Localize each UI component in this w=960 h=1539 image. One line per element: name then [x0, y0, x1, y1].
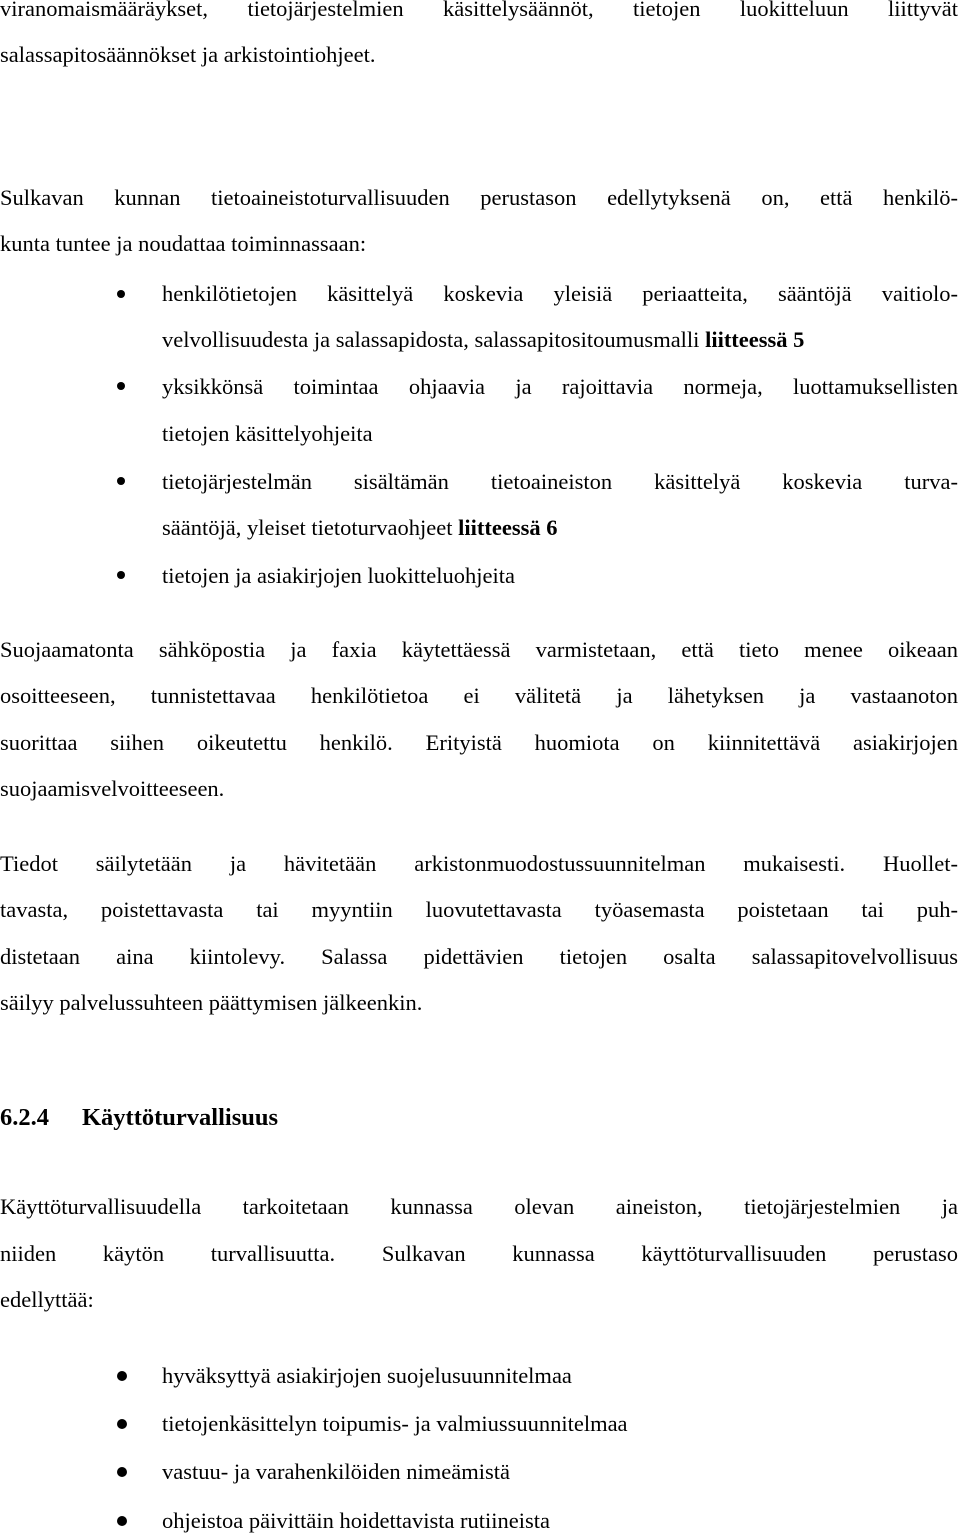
list1-item1-line-2 — [162, 327, 958, 353]
list1-item3-line-2 — [162, 515, 958, 541]
para1-line-1: Sulkavan kunnan tietoaineistoturvallisuuden perustason edellytyksenä on, että henkilö- — [0, 185, 958, 210]
intro-line-2: salassapitosäännökset ja arkistointiohjeet. — [0, 42, 376, 67]
list2-item-4: ohjeistoa päivittäin hoidettavista rutiineista — [162, 1508, 551, 1533]
intro-line-1: viranomaismääräykset, tietojärjestelmien käsittelysäännöt, tietojen luokitteluun liittyvät — [0, 0, 958, 21]
para3-line-3: distetaan aina kiintolevy. Salassa pidettävien tietojen osalta salassapitovelvollisuus — [0, 944, 958, 969]
para2-line-3: suorittaa siihen oikeutettu henkilö. Erityistä huomiota on kiinnitettävä asiakirjojen — [0, 730, 958, 755]
list2-item-3: vastuu- ja varahenkilöiden nimeämistä — [162, 1459, 511, 1484]
bullet-icon — [117, 290, 125, 298]
bullet-icon — [117, 1419, 127, 1429]
list1-item1-text: velvollisuudesta ja salassapidosta, salassapitositoumusmalli — [162, 327, 706, 352]
para4-line-2: niiden käytön turvallisuutta. Sulkavan kunnassa käyttöturvallisuuden perustaso — [0, 1241, 958, 1266]
list1-item2-line-1: yksikkönsä toimintaa ohjaavia ja rajoittavia normeja, luottamuksellisten — [162, 374, 958, 399]
list2-item-1: hyväksyttyä asiakirjojen suojelusuunnitelmaa — [162, 1363, 572, 1388]
attachment-reference-5: liitteessä 5 — [705, 327, 805, 352]
list1-item2-line-2: tietojen käsittelyohjeita — [162, 421, 373, 446]
list1-item1-line-1: henkilötietojen käsittelyä koskevia yleisiä periaatteita, sääntöjä vaitiolo- — [162, 281, 958, 306]
para3-line-4: säilyy palvelussuhteen päättymisen jälkeenkin. — [0, 990, 423, 1015]
bullet-icon — [117, 382, 125, 390]
para1-line-2: kunta tuntee ja noudattaa toiminnassaan: — [0, 231, 367, 256]
para3-line-1: Tiedot säilytetään ja hävitetään arkistonmuodostussuunnitelman mukaisesti. Huollet- — [0, 851, 958, 876]
list1-item3-line-1: tietojärjestelmän sisältämän tietoaineiston käsittelyä koskevia turva- — [162, 469, 958, 494]
bullet-icon — [117, 1467, 127, 1477]
section-title: Käyttöturvallisuus — [82, 1104, 279, 1131]
para4-line-3: edellyttää: — [0, 1287, 94, 1312]
bullet-icon — [117, 477, 125, 485]
para4-line-1: Käyttöturvallisuudella tarkoitetaan kunnassa olevan aineiston, tietojärjestelmien ja — [0, 1194, 958, 1219]
bullet-icon — [117, 571, 125, 579]
section-heading — [0, 1104, 278, 1132]
para2-line-1: Suojaamatonta sähköpostia ja faxia käytettäessä varmistetaan, että tieto menee oikeaan — [0, 637, 958, 662]
para2-line-4: suojaamisvelvoitteeseen. — [0, 776, 225, 801]
para2-line-2: osoitteeseen, tunnistettavaa henkilötietoa ei välitetä ja lähetyksen ja vastaanoton — [0, 683, 958, 708]
attachment-reference-6: liitteessä 6 — [458, 515, 558, 540]
para3-line-2: tavasta, poistettavasta tai myyntiin luovutettavasta työasemasta poistetaan tai puh- — [0, 897, 958, 922]
list2-item-2: tietojenkäsittelyn toipumis- ja valmiussuunnitelmaa — [162, 1411, 628, 1436]
bullet-icon — [117, 1371, 127, 1381]
list1-item3-text: sääntöjä, yleiset tietoturvaohjeet — [162, 515, 459, 540]
section-number: 6.2.4 — [0, 1104, 49, 1131]
bullet-icon — [117, 1516, 127, 1526]
list1-item4-line-1: tietojen ja asiakirjojen luokitteluohjeita — [162, 563, 516, 588]
